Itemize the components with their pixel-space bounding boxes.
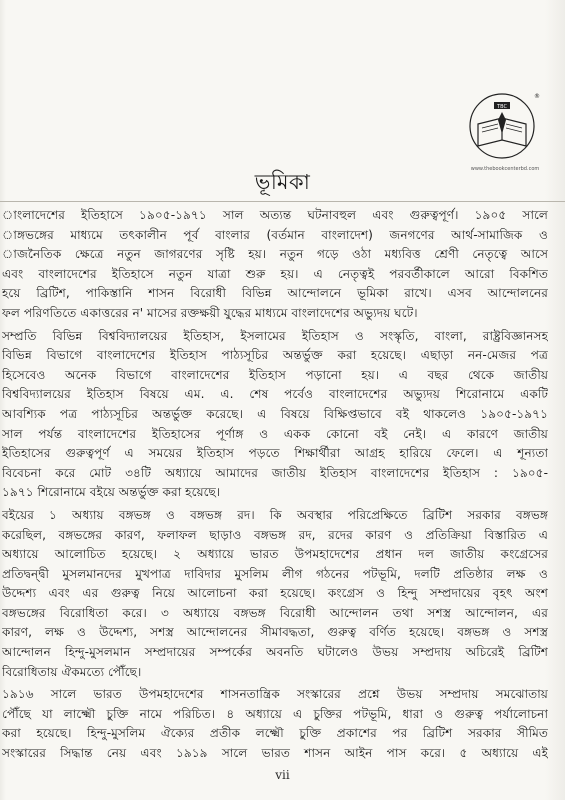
- text-line: াজনৈতিক ক্ষেত্রে নতুন জাগরণের সৃষ্টি হয়। নতুন গড়ে ওঠা মধ্যবিত্ত শ্রেণী নেতৃত্বে আসে: [2, 247, 548, 262]
- text-line: হয়ে ব্রিটিশ, পাকিস্তানি শাসন বিরোধী বিভিন্ন আন্দোলনে ভূমিকা রাখে। এসব আন্দোলনের: [2, 286, 548, 301]
- text-line: করা হয়েছে। হিন্দু-মুসলিম ঐক্যের প্রতীক লক্ষ্মৌ চুক্তি প্রকাশের পর ব্রিটিশ সরকার সীমিত: [2, 726, 548, 741]
- text-line: উদ্দেশ্য এবং এর গুরুত্ব নিয়ে আলোচনা করা হয়েছে। কংগ্রেস ও হিন্দু সম্প্রদায়ের বৃহৎ অংশ: [2, 586, 548, 601]
- svg-text:®: ®: [534, 93, 540, 100]
- text-line: করেছিল, বঙ্গভঙ্গের কারণ, ফলাফল ছাড়াও বঙ্গভঙ্গ রদ, রদের কারণ ও প্রতিক্রিয়া বিস্তারিত এ: [2, 527, 548, 542]
- text-line: ১৯১৬ সালে ভারত উপমহাদেশের শাসনতান্ত্রিক সংস্কারের প্রশ্নে উভয় সম্প্রদায় সমঝোতায়: [2, 687, 548, 702]
- text-line: ফল পরিণতিতে একাত্তরের ন' মাসের রক্তক্ষয়ী যুদ্ধের মাধ্যমে বাংলাদেশের অভ্যুদয় ঘটে।: [2, 305, 418, 320]
- text-line: াংলাদেশের ইতিহাসে ১৯০৫-১৯৭১ সাল অত্যন্ত ঘটনাবহুল এবং গুরুত্বপূর্ণ। ১৯০৫ সালে: [2, 208, 548, 222]
- text-line: ১৯৭১ শিরোনামে বইয়ে অন্তর্ভুক্ত করা হয়েছে।: [2, 485, 221, 500]
- text-line: ইতিহাসের গুরুত্বপূর্ণ এ সময়ের ইতিহাস পড়তে শিক্ষার্থীরা আগ্রহ হারিয়ে ফেলে। এ শূন্যতা: [2, 446, 548, 461]
- text-line: আন্দোলন হিন্দু-মুসলমান সম্প্রদায়ের সম্পর্কের অবনতি ঘটালেও উভয় সম্প্রদায় অচিরেই ব্রিটিশ: [2, 645, 548, 660]
- text-line: বিশ্ববিদ্যালয়ের ইতিহাস বিষয়ে এম. এ. শেষ পর্বেও বাংলাদেশের অভ্যুদয় শিরোনামে একটি: [2, 387, 548, 402]
- text-line: এবং বাংলাদেশের ইতিহাসে নতুন যাত্রা শুরু হয়। এ নেতৃত্বই পরবর্তীকালে আরো বিকশিত: [2, 266, 548, 281]
- text-line: সাল পর্যন্ত বাংলাদেশের ইতিহাসের পূর্ণাঙ্গ ও একক কোনো বই নেই। এ কারণে জাতীয়: [2, 426, 548, 441]
- text-line: আবশ্যিক পত্র পাঠ্যসূচির অন্তর্ভুক্ত করেছে। এ বিষয়ে বিক্ষিপ্তভাবে বই থাকলেও ১৯০৫-১৯৭১: [2, 406, 548, 421]
- page-title: ভূমিকা: [254, 170, 311, 194]
- text-line: বিভিন্ন বিভাগে বাংলাদেশের ইতিহাস পাঠ্যসূচির অন্তর্ভুক্ত করা হয়েছে। এছাড়া নন-মেজর পত্র: [2, 348, 548, 363]
- text-line: বঙ্গভঙ্গের বিরোধিতা করে। ৩ অধ্যায়ে বঙ্গভঙ্গ বিরোধী আন্দোলন তথা সশস্ত্র আন্দোলন, এর: [2, 605, 548, 620]
- text-line: প্রতিদ্বন্দ্বী মুসলমানদের মুখপাত্র দাবিদার মুসলিম লীগ গঠনের পটভূমি, দলটি প্রতিষ্ঠার লক্ষ ও: [2, 566, 548, 581]
- text-line: বিবেচনা করে মোট ৩৪টি অধ্যায়ে আমাদের জাতীয় ইতিহাস বাংলাদেশের ইতিহাস : ১৯০৫-: [2, 465, 548, 480]
- text-line: সম্প্রতি বিভিন্ন বিশ্ববিদ্যালয়ের ইতিহাস, ইসলামের ইতিহাস ও সংস্কৃতি, বাংলা, রাষ্ট্রবিজ্ঞানসহ: [2, 328, 548, 343]
- text-line: পৌঁছে যা লাক্ষ্মৌ চুক্তি নামে পরিচিত। ৪ অধ্যায়ে এ চুক্তির পটভূমি, ধারা ও গুরুত্ব পর্যালোচনা: [2, 706, 548, 721]
- text-line: বইয়ের ১ অধ্যায় বঙ্গভঙ্গ ও বঙ্গভঙ্গ রদ। কি অবস্থার পরিপ্রেক্ষিতে ব্রিটিশ সরকার বঙ্গভঙ্গ: [2, 507, 548, 522]
- page-number: vii: [275, 768, 290, 782]
- text-line: [2, 764, 548, 766]
- text-line: হিসেবেও অনেক বিভাগে বাংলাদেশের ইতিহাস পড়ানো হয়। এ বছর থেকে জাতীয়: [2, 367, 548, 382]
- publisher-logo: [458, 88, 546, 168]
- body-text: [2, 206, 548, 766]
- text-line: কারণ, লক্ষ ও উদ্দেশ্য, সশস্ত্র আন্দোলনের সীমাবদ্ধতা, গুরুত্ব বর্ণিত হয়েছে। বঙ্গভঙ্গ ও সশস্ত্র: [2, 625, 548, 640]
- publisher-url: www.thebookcenterbd.com: [470, 166, 540, 172]
- text-line: বিরোধিতায় ঐকমত্যে পৌঁছে।: [2, 664, 142, 679]
- logo-badge: TBC: [497, 104, 507, 110]
- text-line: সংস্কারের সিদ্ধান্ত নেয় এবং ১৯১৯ সালে ভারত শাসন আইন পাস করে। ৫ অধ্যায়ে এই: [2, 746, 548, 761]
- text-line: অধ্যায়ে আলোচিত হয়েছে। ২ অধ্যায়ে ভারত উপমহাদেশের প্রধান দল জাতীয় কংগ্রেসের: [2, 547, 548, 562]
- text-line: াঙ্গভঙ্গের মাধ্যমে তৎকালীন পূর্ব বাংলার (বর্তমান বাংলাদেশ) জনগণের আর্থ-সামাজিক ও: [2, 227, 548, 242]
- title-divider: [0, 201, 565, 202]
